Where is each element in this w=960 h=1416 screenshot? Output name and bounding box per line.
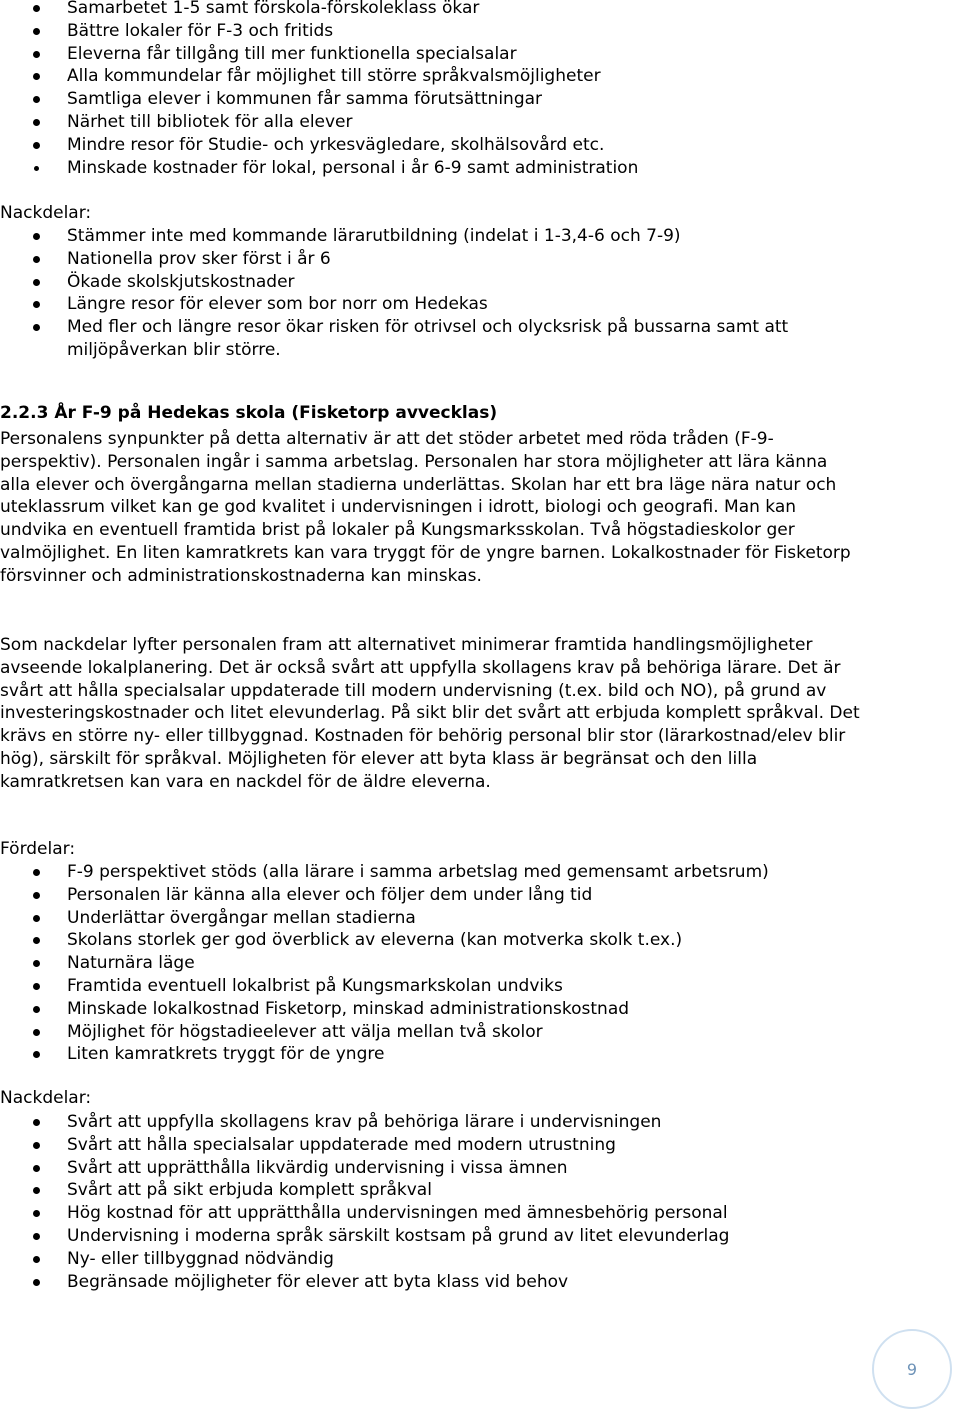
list-item: Med fler och längre resor ökar risken för otrivsel och olycksrisk på bussarna samt att miljöpåverkan blir större. [0, 316, 960, 362]
page-number: 9 [906, 1359, 918, 1379]
list-item: Underlättar övergångar mellan stadierna [0, 907, 960, 930]
list-item: Samtliga elever i kommunen får samma förutsättningar [0, 88, 960, 111]
list-item: Liten kamratkrets tryggt för de yngre [0, 1043, 960, 1066]
list-item: Personalen lär känna alla elever och följer dem under lång tid [0, 884, 960, 907]
list-item: F-9 perspektivet stöds (alla lärare i samma arbetslag med gemensamt arbetsrum) [0, 861, 960, 884]
list-item: Hög kostnad för att upprätthålla undervisningen med ämnesbehörig personal [0, 1202, 960, 1225]
page-number-badge [872, 1329, 952, 1409]
nackdelar-label-1: Nackdelar: [0, 203, 92, 223]
list-item: Minskade lokalkostnad Fisketorp, minskad administrationskostnad [0, 998, 960, 1021]
list-item: Ökade skolskjutskostnader [0, 271, 960, 294]
nackdelar-label-2: Nackdelar: [0, 1088, 92, 1108]
list-item: Bättre lokaler för F-3 och fritids [0, 20, 960, 43]
list-item: Framtida eventuell lokalbrist på Kungsmarkskolan undviks [0, 975, 960, 998]
list-item: Svårt att uppfylla skollagens krav på behöriga lärare i undervisningen [0, 1111, 960, 1134]
list-item: Minskade kostnader för lokal, personal i år 6-9 samt administration [0, 157, 960, 180]
advantages-list [0, 861, 960, 1066]
disadvantages-list [0, 1111, 960, 1293]
list-item: Undervisning i moderna språk särskilt kostsam på grund av litet elevunderlag [0, 1225, 960, 1248]
list-item: Svårt att upprätthålla likvärdig undervisning i vissa ämnen [0, 1157, 960, 1180]
list-item: Mindre resor för Studie- och yrkesvägledare, skolhälsovård etc. [0, 134, 960, 157]
list-item: Möjlighet för högstadieelever att välja mellan två skolor [0, 1021, 960, 1044]
staff-disadvantages-paragraph: Som nackdelar lyfter personalen fram att alternativet minimerar framtida handlingsmöjligheter avseende lokalplanering. Det är också svårt att uppfylla skollagens krav på behöriga lärare. Det är svårt att hålla specialsalar uppdaterade till modern undervisning (t.ex. bild och NO), på grund av investeringskostnader och litet elevunderlag. På sikt blir det svårt att erbjuda komplett språkval. Det krävs en större ny- eller tillbyggnad. Kostnaden för behörig personal blir stor (lärarkostnad/elev blir hög), särskilt för språkval. Möjligheten för elever att byta klass är begränsat och den lilla kamratkretsen kan vara en nackdel för de äldre eleverna. [0, 635, 860, 792]
list-item: Begränsade möjligheter för elever att byta klass vid behov [0, 1271, 960, 1294]
list-item: Skolans storlek ger god överblick av eleverna (kan motverka skolk t.ex.) [0, 929, 960, 952]
list-item: Närhet till bibliotek för alla elever [0, 111, 960, 134]
disadvantages-list-previous [0, 225, 960, 362]
list-item: Eleverna får tillgång till mer funktionella specialsalar [0, 43, 960, 66]
staff-views-paragraph: Personalens synpunkter på detta alternativ är att det stöder arbetet med röda tråden (F-9-perspektiv). Personalen ingår i samma arbetslag. Personalen har stora möjligheter att lära känna alla elever och övergångarna mellan stadierna underlättas. Skolan har ett bra läge nära natur och uteklassrum vilket kan ge god kvalitet i undervisningen i idrott, biologi och geografi. Man kan undvika en eventuell framtida brist på lokaler på Kungsmarksskolan. Två högstadieskolor ger valmöjlighet. En liten kamratkrets kan vara tryggt för de yngre barnen. Lokalkostnader för Fisketorp försvinner och administrationskostnaderna kan minskas. [0, 429, 851, 586]
list-item: Ny- eller tillbyggnad nödvändig [0, 1248, 960, 1271]
list-item: Stämmer inte med kommande lärarutbildning (indelat i 1-3,4-6 och 7-9) [0, 225, 960, 248]
list-item: Samarbetet 1-5 samt förskola-förskoleklass ökar [0, 0, 960, 20]
list-item: Nationella prov sker först i år 6 [0, 248, 960, 271]
advantages-list-previous [0, 0, 960, 179]
fordelar-label: Fördelar: [0, 839, 76, 859]
list-item: Svårt att på sikt erbjuda komplett språkval [0, 1179, 960, 1202]
section-heading: 2.2.3 År F-9 på Hedekas skola (Fisketorp avvecklas) [0, 403, 498, 423]
list-item: Naturnära läge [0, 952, 960, 975]
list-item: Svårt att hålla specialsalar uppdaterade med modern utrustning [0, 1134, 960, 1157]
list-item: Alla kommundelar får möjlighet till större språkvalsmöjligheter [0, 65, 960, 88]
list-item: Längre resor för elever som bor norr om Hedekas [0, 293, 960, 316]
